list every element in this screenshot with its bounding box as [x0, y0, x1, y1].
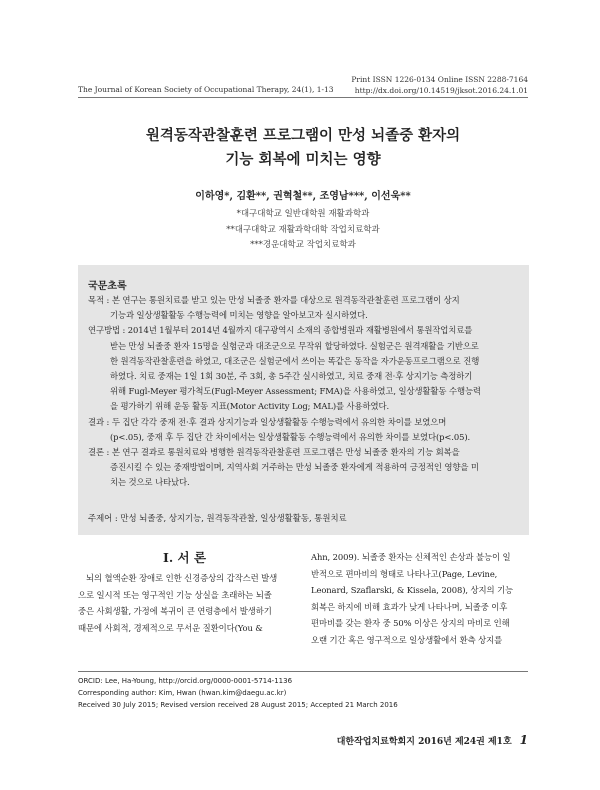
abstract-line: 증진시킬 수 있는 중재방법이며, 지역사회 거주하는 만성 뇌졸중 환자에게 적용하여 긍정적인 영향을 미 [110, 462, 479, 473]
affiliation-1: *대구대학교 일반대학원 재활과학과 [236, 209, 370, 219]
abstract-line: 결과 : 두 집단 각각 중재 전·후 결과 상지기능과 일상생활활동 수행능력에서 유의한 차이를 보였으며 [88, 416, 447, 427]
abstract-line: 연구방법 : 2014년 1월부터 2014년 4월까지 대구광역시 소재의 종합병원과 재활병원에서 통원작업치료를 [88, 325, 473, 336]
abstract-line: 결론 : 본 연구 결과로 통원치료와 병행한 원격동작관찰훈련 프로그램은 만성 뇌졸중 환자의 기능 회복을 [88, 447, 460, 458]
body-line: 중은 사회생활, 가정에 복귀이 큰 연령층에서 발생하기 [78, 606, 272, 616]
corresponding-author-note[interactable]: Corresponding author: Kim, Hwan (hwan.kim@daegu.ac.kr) [78, 689, 287, 697]
issn-doi-block [351, 74, 528, 96]
page-number: 1 [519, 733, 528, 747]
body-column-left [78, 570, 291, 636]
abstract-method [88, 323, 518, 414]
authors: 이하영*, 김환**, 권혁철**, 조영남***, 이선욱** [195, 191, 411, 202]
abstract-line: (p<.05), 중재 후 두 집단 간 차이에서는 일상생활활동 수행능력에서 유의한 차이를 보였다(p<.05). [110, 431, 471, 442]
body-line: 편마비를 갖는 환자 중 50% 이상은 상지의 마비로 인해 [311, 618, 510, 628]
body-line: 회복은 하지에 비해 효과가 낮게 나타나며, 뇌졸중 이후 [311, 601, 508, 612]
body-line: 오랜 기간 혹은 영구적으로 일상생활에서 환측 상지를 [311, 634, 503, 645]
abstract-box [78, 265, 529, 535]
orcid-note[interactable]: ORCID: Lee, Ha-Young, http://orcid.org/0000-0001-5714-1136 [78, 677, 293, 685]
body-line: Ahn, 2009). 뇌졸중 환자는 신체적인 손상과 불능이 일 [311, 552, 511, 562]
abstract-line: 기능과 일상생활활동 수행능력에 미치는 영향을 알아보고자 실시하였다. [110, 310, 368, 321]
abstract-line: 받는 만성 뇌졸중 환자 15명을 실험군과 대조군으로 무작위 할당하였다. 실험군은 원격재활을 기반으로 [110, 340, 479, 351]
abstract-line: 치는 것으로 나타났다. [110, 477, 190, 488]
affiliation-3: ***경운대학교 작업치료학과 [250, 240, 356, 250]
body-line: 반적으로 편마비의 형태로 나타나고(Page, Levine, [311, 568, 498, 579]
header-rule [78, 97, 528, 98]
title-line-2: 기능 회복에 미치는 영향 [225, 151, 381, 168]
abstract-line: 목적 : 본 연구는 통원치료를 받고 있는 만성 뇌졸중 환자를 대상으로 원격동작관찰훈련 프로그램이 상지 [88, 295, 460, 305]
paper-title [78, 124, 528, 172]
title-line-1: 원격동작관찰훈련 프로그램이 만성 뇌졸중 환자의 [145, 127, 461, 144]
section-title: Ⅰ. 서 론 [162, 550, 207, 565]
abstract-line: 하였다. 치료 중재는 1일 1회 30분, 주 3회, 총 5주간 실시하였고, 치료 중재 전·후 상지기능 측정하기 [110, 371, 473, 382]
doi-link[interactable]: http://dx.doi.org/10.14519/jksot.2016.24.1.01 [354, 86, 528, 95]
abstract-purpose [88, 293, 518, 323]
abstract-heading: 국문초록 [88, 281, 127, 292]
received-note: Received 30 July 2015; Revised version received 28 August 2015; Accepted 21 March 2016 [78, 701, 398, 709]
abstract-result [88, 415, 518, 445]
affiliation-2: **대구대학교 재활과학대학 작업치료학과 [226, 225, 380, 235]
footnote-rule [78, 671, 528, 672]
page-footer [337, 733, 528, 747]
abstract-conclusion [88, 445, 518, 491]
body-column-right [311, 549, 528, 648]
keywords: 주제어 : 만성 뇌졸중, 상지기능, 원격동작관찰, 일상생활활동, 통원치료 [88, 513, 347, 523]
abstract-line: 한 원격동작관찰훈련을 하였고, 대조군은 실험군에서 쓰이는 똑같은 동작을 자가운동프로그램으로 진행 [110, 355, 480, 366]
footnotes [78, 675, 398, 711]
body-line: 뇌의 혈액순환 장애로 인한 신경증상의 갑작스런 발생 [86, 573, 278, 583]
footer-journal-issue: 대한작업치료학회지 2016년 제24권 제1호 [336, 737, 512, 747]
abstract-line: 을 평가하기 위해 운동 활동 지표(Motor Activity Log; MAL)를 사용하였다. [110, 401, 390, 412]
body-line: 으로 일시적 또는 영구적인 기능 상실을 초래하는 뇌졸 [78, 589, 272, 600]
journal-header: The Journal of Korean Society of Occupational Therapy, 24(1), 1-13 [78, 85, 334, 94]
abstract-body [88, 293, 518, 491]
body-line: 때문에 사회적, 경제적으로 무서운 질환이다(You & [78, 622, 263, 633]
issn-text: Print ISSN 1226-0134 Online ISSN 2288-7164 [351, 75, 528, 84]
abstract-line: 위해 Fugl-Meyer 평가척도(Fugl-Meyer Assessment; FMA)을 사용하였고, 일상생활활동 수행능력 [110, 386, 481, 397]
body-line: Leonard, Szaflarski, & Kissela, 2008), 상지의 기능 [311, 585, 514, 595]
